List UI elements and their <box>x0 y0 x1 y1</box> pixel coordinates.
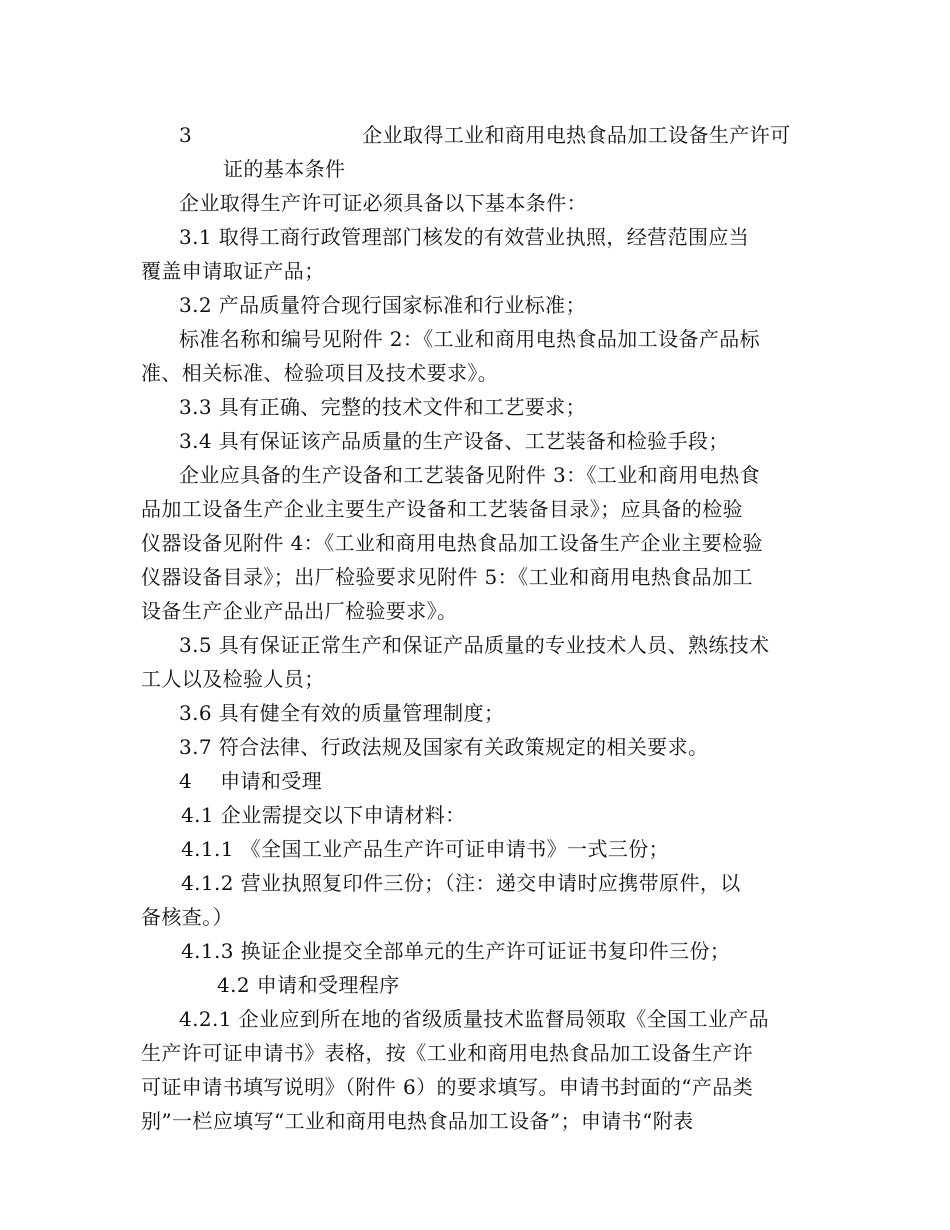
paragraph-line: 别”一栏应填写“工业和商用电热食品加工设备”；申请书“附表 <box>141 1109 694 1133</box>
paragraph-line: 企业应具备的生产设备和工艺装备见附件 3：《工业和商用电热食 <box>179 463 761 487</box>
paragraph-line: 设备生产企业产品出厂检验要求》。 <box>141 599 458 623</box>
paragraph-line: 4.1 企业需提交以下申请材料： <box>181 803 466 827</box>
paragraph-line: 4.2 申请和受理程序 <box>217 973 400 997</box>
paragraph-line: 仪器设备见附件 4：《工业和商用电热食品加工设备生产企业主要检验 <box>141 531 763 555</box>
paragraph-line: 4.1.3 换证企业提交全部单元的生产许可证证书复印件三份； <box>181 939 731 963</box>
paragraph-line: 工人以及检验人员； <box>141 667 325 691</box>
section-3-heading <box>179 118 791 152</box>
section-4-heading <box>179 764 322 798</box>
paragraph-line: 仪器设备目录》；出厂检验要求见附件 5：《工业和商用电热食品加工 <box>141 565 753 589</box>
section-4-title: 申请和受理 <box>220 769 323 793</box>
paragraph-line: 3.5 具有保证正常生产和保证产品质量的专业技术人员、熟练技术 <box>179 633 770 657</box>
section-3-number: 3 <box>179 123 193 147</box>
section-3-title: 企业取得工业和商用电热食品加工设备生产许可 <box>362 123 791 147</box>
paragraph-line: 4.2.1 企业应到所在地的省级质量技术监督局领取《全国工业产品 <box>179 1007 770 1031</box>
paragraph-line: 企业取得生产许可证必须具备以下基本条件： <box>179 191 587 215</box>
paragraph-line: 标准名称和编号见附件 2：《工业和商用电热食品加工设备产品标 <box>179 327 761 351</box>
paragraph-line: 4.1.1 《全国工业产品生产许可证申请书》一式三份； <box>181 837 670 861</box>
paragraph-line: 3.2 产品质量符合现行国家标准和行业标准； <box>179 293 586 317</box>
paragraph-line: 备核查。） <box>141 905 233 929</box>
paragraph-line: 可证申请书填写说明》（附件 6）的要求填写。申请书封面的“产品类 <box>141 1075 754 1099</box>
paragraph-line: 覆盖申请取证产品； <box>141 259 325 283</box>
paragraph-line: 3.4 具有保证该产品质量的生产设备、工艺装备和检验手段； <box>179 429 729 453</box>
paragraph-line: 4.1.2 营业执照复印件三份；（注：递交申请时应携带原件，以 <box>181 871 741 895</box>
paragraph-line: 3.3 具有正确、完整的技术文件和工艺要求； <box>179 395 586 419</box>
paragraph-line: 3.1 取得工商行政管理部门核发的有效营业执照，经营范围应当 <box>179 225 750 249</box>
section-3-heading-cont: 证的基本条件 <box>223 157 346 181</box>
paragraph-line: 准、相关标准、检验项目及技术要求》。 <box>141 361 499 385</box>
paragraph-line: 品加工设备生产企业主要生产设备和工艺装备目录》；应具备的检验 <box>141 497 743 521</box>
section-4-number: 4 <box>179 769 193 793</box>
paragraph-line: 生产许可证申请书》表格，按《工业和商用电热食品加工设备生产许 <box>141 1041 753 1065</box>
paragraph-line: 3.6 具有健全有效的质量管理制度； <box>179 701 505 725</box>
paragraph-line: 3.7 符合法律、行政法规及国家有关政策规定的相关要求。 <box>179 735 709 759</box>
